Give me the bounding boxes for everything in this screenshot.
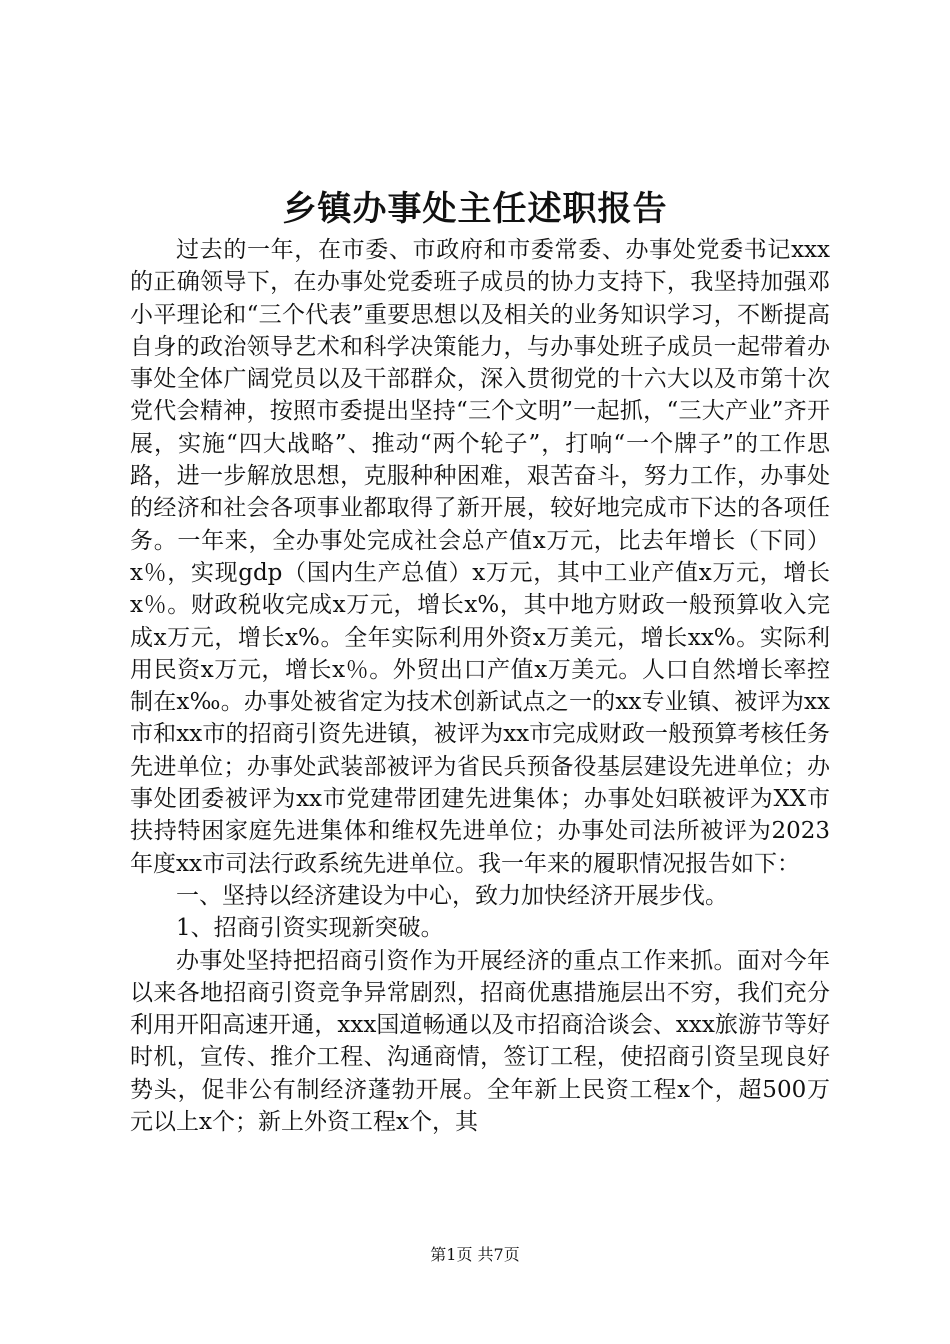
paragraph-intro: 过去的一年，在市委、市政府和市委常委、办事处党委书记xxx的正确领导下，在办事处党委班子成员的协力支持下，我坚持加强邓小平理论和“三个代表”重要思想以及相关的业务知识学习，不断提高自身的政治领导艺术和科学决策能力，与办事处班子成员一起带着办事处全体广阔党员以及干部群众，深入贯彻党的十六大以及市第十次党代会精神，按照市委提出坚持“三个文明”一起抓，“三大产业”齐开展，实施“四大战略”、推动“两个轮子”，打响“一个牌子”的工作思路，进一步解放思想，克服种种困难，艰苦奋斗，努力工作，办事处的经济和社会各项事业都取得了新开展，较好地完成市下达的各项任务。一年来，全办事处完成社会总产值x万元，比去年增长（下同）x％，实现gdp（国内生产总值）x万元，其中工业产值x万元，增长x％。财政税收完成x万元，增长x%，其中地方财政一般预算收入完成x万元，增长x%。全年实际利用外资x万美元，增长xx%。实际利用民资x万元，增长x％。外贸出口产值x万美元。人口自然增长率控制在x‰。办事处被省定为技术创新试点之一的xx专业镇、被评为xx市和xx市的招商引资先进镇，被评为xx市完成财政一般预算考核任务先进单位；办事处武装部被评为省民兵预备役基层建设先进单位；办事处团委被评为xx市党建带团建先进集体；办事处妇联被评为XX市扶持特困家庭先进集体和维权先进单位；办事处司法所被评为2023年度xx市司法行政系统先进单位。我一年来的履职情况报告如下：: [130, 237, 830, 877]
page-footer: 第1页 共7页: [430, 1245, 520, 1264]
document-title: 乡镇办事处主任述职报告: [282, 189, 668, 229]
paragraph-section-heading: 一、坚持以经济建设为中心，致力加快经济开展步伐。: [176, 882, 728, 909]
paragraph-subheading: 1、招商引资实现新突破。: [176, 915, 444, 942]
paragraph-investment: 办事处坚持把招商引资作为开展经济的重点工作来抓。面对今年以来各地招商引资竞争异常剧烈，招商优惠措施层出不穷，我们充分利用开阳高速开通，xxx国道畅通以及市招商洽谈会、xxx旅游节等好时机，宣传、推介工程、沟通商情，签订工程，使招商引资呈现良好势头，促非公有制经济蓬勃开展。全年新上民资工程x个，超500万元以上x个；新上外资工程x个，其: [130, 947, 830, 1136]
document-body: [130, 234, 830, 1138]
